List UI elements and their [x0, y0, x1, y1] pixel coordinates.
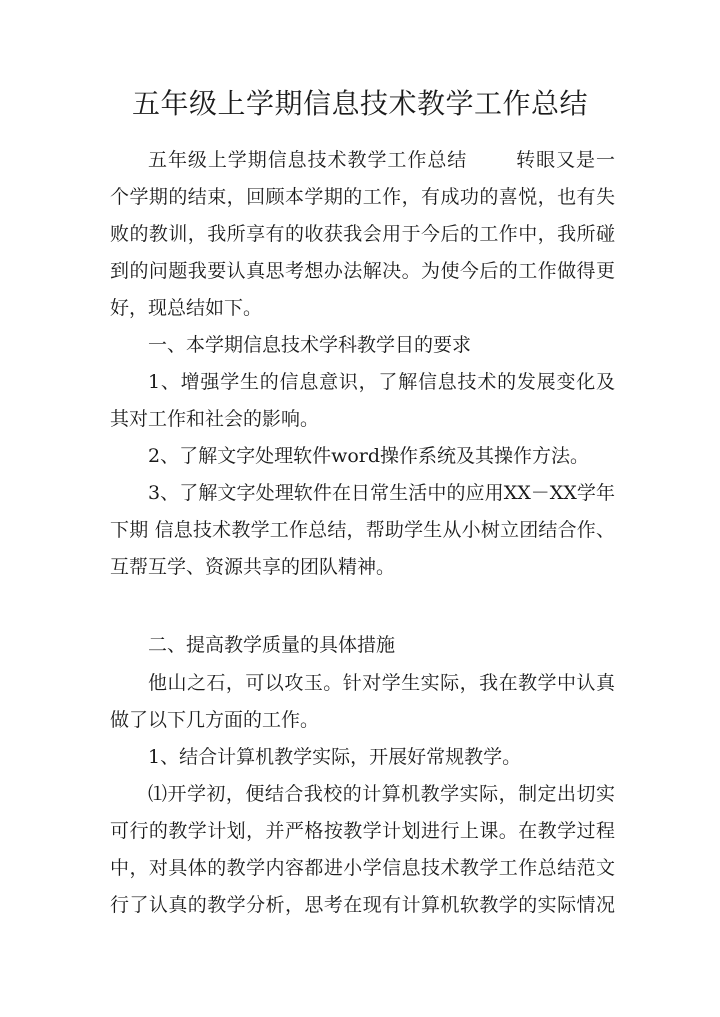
paragraph-line: 到的问题我要认真思考想办法解决。为使今后的工作做得更	[110, 260, 615, 282]
paragraph-line: 中，对具体的教学内容都进小学信息技术教学工作总结范文	[110, 857, 615, 879]
paragraph-line: 1、增强学生的信息意识，了解信息技术的发展变化及	[148, 371, 615, 393]
paragraph-line: 他山之石，可以攻玉。针对学生实际，我在教学中认真	[148, 672, 615, 694]
paragraph-line: 好，现总结如下。	[110, 297, 263, 319]
section-heading: 二、提高教学质量的具体措施	[148, 634, 396, 656]
paragraph-line: 互帮互学、资源共享的团队精神。	[110, 556, 396, 578]
section-heading: 一、本学期信息技术学科教学目的要求	[148, 334, 472, 356]
paragraph-line: 可行的教学计划，并严格按教学计划进行上课。在教学过程	[110, 820, 615, 842]
paragraph-line: 做了以下几方面的工作。	[110, 709, 320, 731]
paragraph-text: 五年级上学期信息技术教学工作总结	[148, 149, 468, 171]
paragraph-line: 其对工作和社会的影响。	[110, 408, 320, 430]
paragraph-line: 3、了解文字处理软件在日常生活中的应用XX－XX学年	[148, 482, 615, 504]
paragraph-line: 行了认真的教学分析，思考在现有计算机软教学的实际情况	[110, 894, 615, 916]
paragraph-line: 1、结合计算机教学实际，开展好常规教学。	[148, 746, 522, 768]
document-title: 五年级上学期信息技术教学工作总结	[131, 87, 588, 120]
paragraph-line: 2、了解文字处理软件word操作系统及其操作方法。	[148, 445, 590, 467]
paragraph-line	[148, 145, 615, 175]
paragraph-line: ⑴开学初，便结合我校的计算机教学实际，制定出切实	[148, 783, 615, 805]
paragraph-text: 转眼又是一	[515, 149, 615, 171]
paragraph-line: 个学期的结束，回顾本学期的工作，有成功的喜悦，也有失	[110, 186, 615, 208]
paragraph-line: 下期 信息技术教学工作总结，帮助学生从小树立团结合作、	[110, 519, 615, 541]
paragraph-line: 败的教训，我所享有的收获我会用于今后的工作中，我所碰	[110, 223, 615, 245]
